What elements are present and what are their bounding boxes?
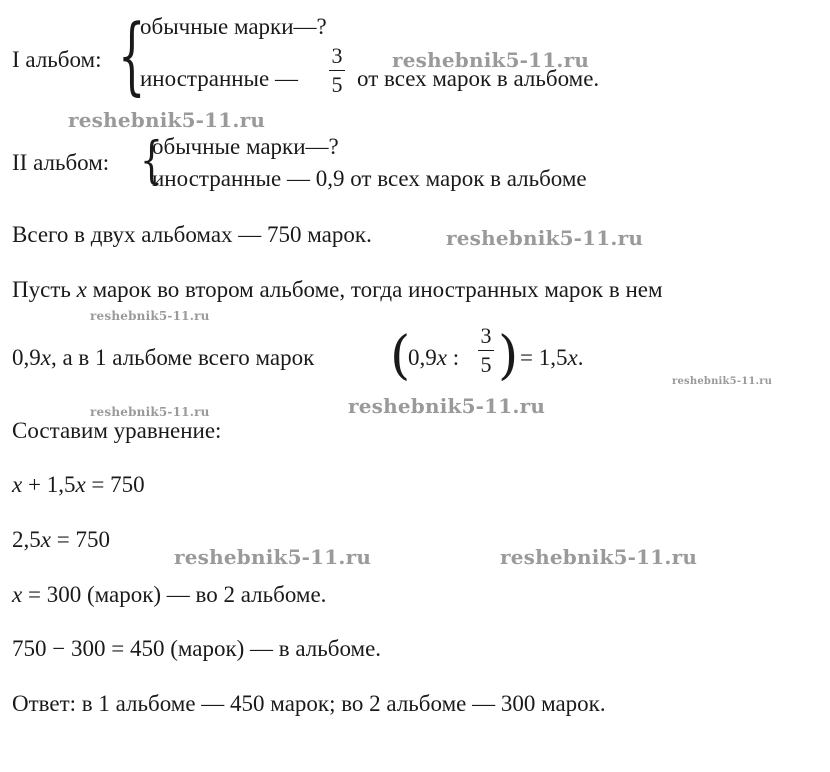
expr-result-var: x — [567, 345, 578, 370]
eq1-var2: x — [75, 472, 86, 497]
expr-part2: , а в 1 альбоме всего марок — [50, 345, 315, 370]
eq3-var: x — [12, 582, 23, 607]
album2-line1: обычные марки—? — [152, 134, 339, 159]
album1-line2-before: иностранные — — [140, 66, 298, 91]
watermark: reshebnik5-11.ru — [392, 48, 590, 72]
equation-4: 750 − 300 = 450 (марок) — в альбоме. — [12, 636, 382, 661]
let-after: марок во втором альбоме, тогда иностранных марок в нем — [92, 277, 663, 302]
fraction-numerator: 3 — [480, 323, 492, 348]
eq2-lhs: 2,5 — [12, 527, 41, 552]
left-paren: ( — [390, 326, 411, 386]
watermark: reshebnik5-11.ru — [174, 545, 372, 569]
watermark: reshebnik5-11.ru — [90, 309, 210, 323]
eq3-rhs: = 300 (марок) — во 2 альбоме. — [27, 582, 327, 607]
right-paren: ) — [498, 326, 519, 386]
fraction-numerator: 3 — [331, 43, 343, 68]
eq2-var: x — [40, 527, 51, 552]
let-line — [12, 275, 663, 305]
eq1-var1: x — [12, 472, 23, 497]
album1-line2-after: от всех марок в альбоме. — [357, 66, 600, 91]
watermark: reshebnik5-11.ru — [90, 405, 210, 419]
album2-line2: иностранные — 0,9 от всех марок в альбоме — [152, 166, 587, 191]
album2-brace: { — [140, 130, 163, 190]
eq2-rhs: = 750 — [56, 527, 110, 552]
expr-part1: 0,9 — [12, 345, 41, 370]
fraction-denominator: 5 — [480, 352, 492, 377]
total-line: Всего в двух альбомах — 750 марок. — [12, 222, 372, 247]
fraction-bar — [329, 70, 345, 71]
equation-3 — [12, 580, 326, 610]
answer-line: Ответ: в 1 альбоме — 450 марок; во 2 альбоме — 300 марок. — [12, 691, 606, 716]
let-var: x — [76, 277, 87, 302]
watermark: reshebnik5-11.ru — [446, 226, 644, 250]
expr-inner-num: 0,9 — [408, 345, 437, 370]
expr-result-num: = 1,5 — [520, 345, 568, 370]
expr-inner-var: x — [436, 345, 447, 370]
expr-var1: x — [40, 345, 51, 370]
fraction-bar — [478, 350, 494, 351]
equation-1 — [12, 470, 145, 500]
album1-label: I альбом: — [12, 47, 102, 72]
album1-brace: { — [118, 7, 146, 105]
watermark: reshebnik5-11.ru — [500, 545, 698, 569]
watermark: reshebnik5-11.ru — [68, 108, 266, 132]
expr-result — [520, 343, 583, 373]
album1-line1: обычные марки—? — [140, 14, 327, 39]
expr-inner — [408, 343, 459, 373]
expr-colon: : — [452, 345, 460, 370]
expr-line-start — [12, 343, 314, 373]
album1-fraction — [329, 44, 345, 97]
let-before: Пусть — [12, 277, 71, 302]
equation-2 — [12, 525, 110, 555]
expr-fraction — [478, 324, 494, 377]
album2-label: II альбом: — [12, 150, 110, 175]
compose-line: Составим уравнение: — [12, 418, 222, 443]
watermark: reshebnik5-11.ru — [348, 394, 546, 418]
watermark: reshebnik5-11.ru — [672, 376, 773, 387]
eq1-mid: + 1,5 — [27, 472, 76, 497]
expr-dot: . — [577, 345, 584, 370]
eq1-rhs: = 750 — [91, 472, 145, 497]
fraction-denominator: 5 — [331, 72, 343, 97]
